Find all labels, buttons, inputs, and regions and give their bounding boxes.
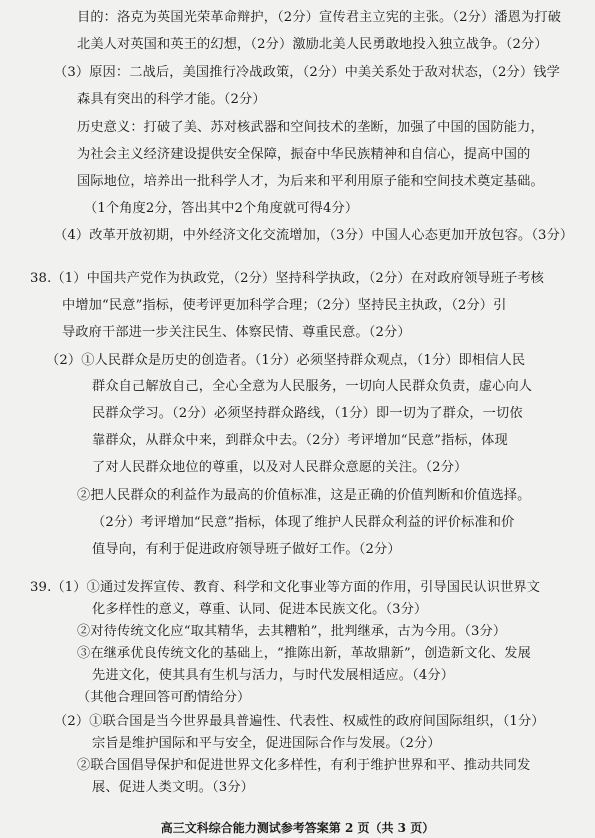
q39-line-9: ②联合国倡导保护和促进世界文化多样性，有利于维护世界和平、推动共同发 [77, 758, 531, 773]
q38-line-4: （2）①人民群众是历史的创造者。（1分）必须坚持群众观点，（1分）即相信人民 [46, 353, 526, 368]
q37-line-3: （3）原因：二战后，美国推行冷战政策，（2分）中美关系处于敌对状态，（2分）钱学 [54, 65, 560, 80]
q38-line-11: 值导向，有利于促进政府领导班子做好工作。（2分） [92, 542, 401, 557]
q38-line-6: 民群众学习。（2分）必须坚持群众路线，（1分）即一切为了群众，一切依 [92, 406, 523, 421]
q38-line-7: 靠群众，从群众中来，到群众中去。（2分）考评增加“民意”指标，体现 [92, 433, 508, 448]
q37-line-8: （1个角度2分，答出其中2个角度就可得4分） [84, 201, 359, 216]
q39-line-5: 先进文化，使其具有生机与活力，与时代发展相适应。（4分） [92, 668, 455, 683]
page-footer: 高三文科综合能力测试参考答案第 2 页（共 3 页） [160, 821, 435, 835]
q39-line-2: 化多样性的意义，尊重、认同、促进本民族文化。（3分） [92, 602, 428, 617]
q38-line-5: 群众自己解放自己，全心全意为人民服务，一切向人民群众负责，虚心向人 [92, 379, 533, 394]
q38-line-2: 中增加“民意”指标，使考评更加科学合理；（2分）坚持民主执政，（2分）引 [62, 298, 507, 313]
q39-line-8: 宗旨是维护国际和平与安全，促进国际合作与发展。（2分） [92, 736, 441, 751]
q38-line-3: 导政府干部进一步关注民生、体察民情、尊重民意。（2分） [62, 325, 411, 340]
q38-line-1: 38.（1）中国共产党作为执政党，（2分）坚持科学执政，（2分）在对政府领导班子考核 [30, 271, 544, 286]
q39-line-6: （其他合理回答可酌情给分） [77, 690, 251, 705]
q38-line-10: （2分）考评增加“民意”指标，体现了维护人民群众利益的评价标准和价 [92, 515, 515, 530]
q38-line-8: 了对人民群众地位的尊重，以及对人民群众意愿的关注。（2分） [92, 460, 468, 475]
q37-line-1: 目的：洛克为英国光荣革命辩护，（2分）宣传君主立宪的主张。（2分）潘恩为打破 [77, 10, 562, 25]
q37-line-4: 森具有突出的科学才能。（2分） [77, 92, 266, 107]
q39-line-7: （2）①联合国是当今世界最具普遍性、代表性、权威性的政府间国际组织，（1分） [54, 714, 545, 729]
q37-line-7: 国际地位，培养出一批科学人才，为后来和平利用原子能和空间技术奠定基础。 [77, 174, 544, 189]
q37-line-9: （4）改革开放初期，中外经济文化交流增加，（3分）中国人心态更加开放包容。（3分） [54, 228, 574, 243]
q39-line-3: ②对待传统文化应“取其精华，去其糟粕”，批判继承，古为今用。（3分） [77, 624, 507, 639]
q37-line-2: 北美人对英国和英王的幻想，（2分）激励北美人民勇敢地投入独立战争。（2分） [77, 37, 548, 52]
q39-line-4: ③在继承优良传统文化的基础上，“推陈出新，革故鼎新”，创造新文化、发展 [77, 646, 531, 661]
q37-line-6: 为社会主义经济建设提供安全保障，振奋中华民族精神和自信心，提高中国的 [77, 147, 531, 162]
q37-line-5: 历史意义：打破了美、苏对核武器和空间技术的垄断，加强了中国的国防能力， [77, 120, 544, 135]
q38-line-9: ②把人民群众的利益作为最高的价值标准，这是正确的价值判断和价值选择。 [77, 488, 531, 503]
q39-line-10: 展、促进人类文明。（3分） [92, 780, 254, 795]
q39-line-1: 39.（1）①通过发挥宣传、教育、科学和文化事业等方面的作用，引导国民认识世界文 [30, 580, 541, 595]
